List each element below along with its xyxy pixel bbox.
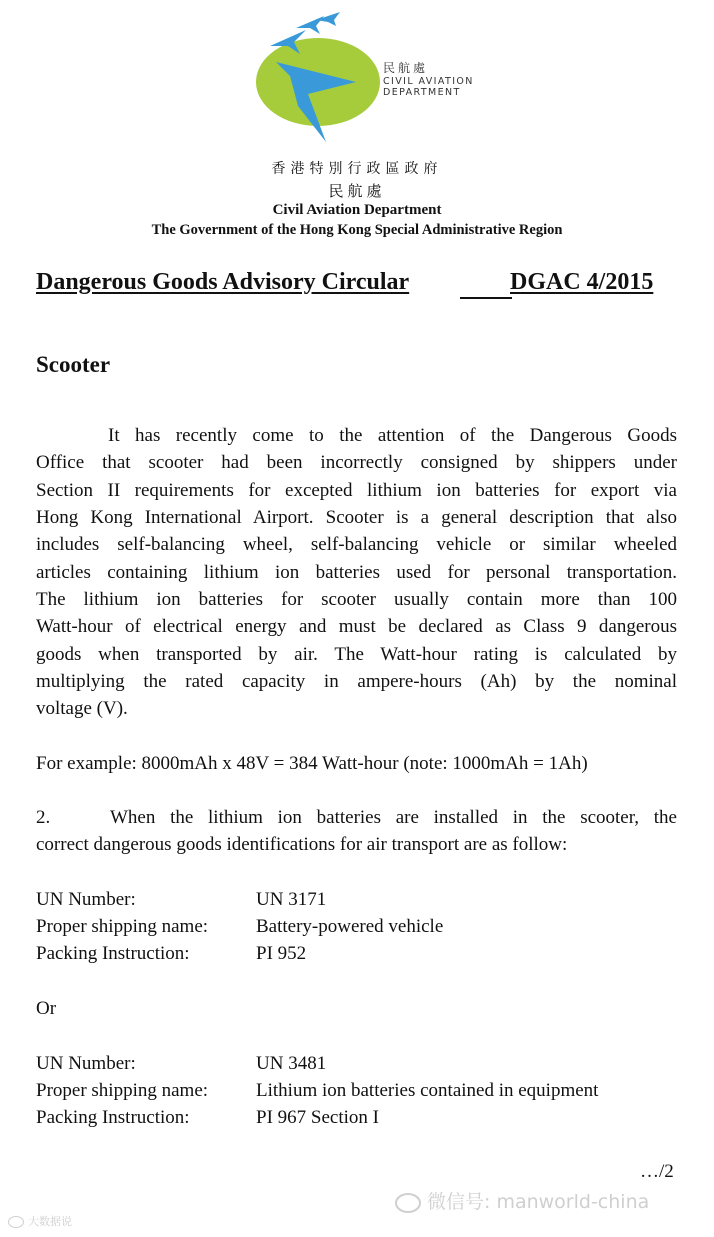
circular-title: Dangerous Goods Advisory Circular xyxy=(36,269,410,295)
page-continuation: …/2 xyxy=(640,1161,674,1182)
paragraph1-line: Section II requirements for excepted lithium ion batteries for export via xyxy=(36,480,677,501)
paragraph1-line: goods when transported by air. The Watt-hour rating is calculated by xyxy=(36,644,677,665)
paragraph1-line: articles containing lithium ion batteries used for personal transportation. xyxy=(36,562,677,583)
paragraph1-line: multiplying the rated capacity in ampere-hours (Ah) by the nominal xyxy=(36,671,677,692)
option2-packing-instruction-value: PI 967 Section I xyxy=(256,1107,379,1128)
header-government-en: The Government of the Hong Kong Special Administrative Region xyxy=(151,222,563,238)
option1-un-number-label: UN Number: xyxy=(36,889,136,910)
paragraph1-line: It has recently come to the attention of the Dangerous Goods xyxy=(108,425,677,446)
paragraph1-line: The lithium ion batteries for scooter usually contain more than 100 xyxy=(36,589,677,610)
option2-un-number-label: UN Number: xyxy=(36,1053,136,1074)
paragraph1-line: Office that scooter had been incorrectly consigned by shippers under xyxy=(36,452,677,473)
paragraph2-line: correct dangerous goods identifications for air transport are as follow: xyxy=(36,834,568,855)
paragraph1-line: Hong Kong International Airport. Scooter is a general description that also xyxy=(36,507,677,528)
weibo-watermark xyxy=(8,1213,72,1229)
option1-shipping-name-value: Battery-powered vehicle xyxy=(256,916,444,937)
header-department-zh: 民航處 xyxy=(328,182,386,200)
header-department-en: Civil Aviation Department xyxy=(272,202,442,218)
option1-packing-instruction-value: PI 952 xyxy=(256,943,307,964)
option2-shipping-name-value: Lithium ion batteries contained in equipment xyxy=(256,1080,599,1101)
option2-un-number-value: UN 3481 xyxy=(256,1053,327,1074)
paragraph1-line: Watt-hour of electrical energy and must be declared as Class 9 dangerous xyxy=(36,616,677,637)
example-calculation: For example: 8000mAh x 48V = 384 Watt-hour (note: 1000mAh = 1Ah) xyxy=(36,753,588,774)
option2-packing-instruction-label: Packing Instruction: xyxy=(36,1107,190,1128)
option1-packing-instruction-label: Packing Instruction: xyxy=(36,943,190,964)
paragraph2-number: 2. xyxy=(36,807,51,828)
option1-shipping-name-label: Proper shipping name: xyxy=(36,916,209,937)
wechat-watermark xyxy=(395,1187,649,1214)
paragraph2-line: When the lithium ion batteries are installed in the scooter, the xyxy=(110,807,677,828)
weibo-icon xyxy=(8,1216,24,1228)
logo-bird-icon-small-3 xyxy=(316,12,340,26)
circular-number: DGAC 4/2015 xyxy=(510,269,654,295)
wechat-icon xyxy=(395,1193,421,1213)
logo-wordmark xyxy=(383,62,474,97)
weibo-watermark-text: 大数据说 xyxy=(28,1215,72,1228)
paragraph1-line: includes self-balancing wheel, self-balancing vehicle or similar wheeled xyxy=(36,534,677,555)
logo-wordmark-en-1: CIVIL AVIATION xyxy=(383,76,474,87)
wechat-watermark-text: 微信号: manworld-china xyxy=(427,1191,650,1213)
option1-un-number-value: UN 3171 xyxy=(256,889,327,910)
logo-bird-icon-small-2 xyxy=(296,16,324,34)
logo-wordmark-zh: 民航處 xyxy=(383,61,429,75)
option2-shipping-name-label: Proper shipping name: xyxy=(36,1080,209,1101)
logo-wordmark-en-2: DEPARTMENT xyxy=(383,86,461,98)
title-underline-gap xyxy=(460,297,512,299)
or-separator: Or xyxy=(36,998,57,1019)
paragraph1-line: voltage (V). xyxy=(36,698,128,719)
header-government-zh: 香港特別行政區政府 xyxy=(271,161,443,177)
section-heading: Scooter xyxy=(36,352,111,377)
